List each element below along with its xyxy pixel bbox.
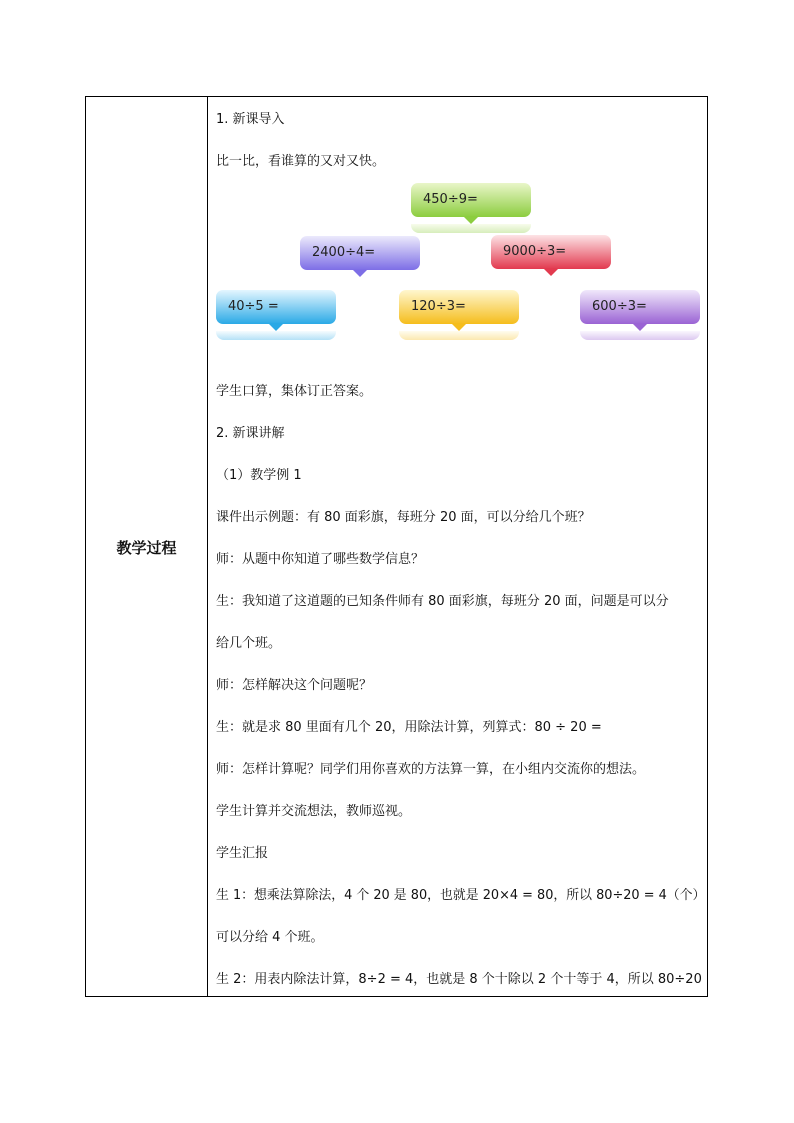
text-line: 师：怎样计算呢？同学们用你喜欢的方法算一算，在小组内交流你的想法。: [216, 762, 646, 777]
bubble-text: 9000÷3=: [503, 244, 567, 259]
text-line: 师：从题中你知道了哪些数学信息？: [216, 552, 425, 567]
text-line: 给几个班。: [216, 636, 282, 651]
bubble-text: 600÷3=: [592, 299, 647, 314]
text-line: 生：就是求 80 里面有几个 20，用除法计算，列算式：80 ÷ 20 =: [216, 720, 602, 735]
bubble-text: 2400÷4=: [312, 245, 376, 260]
bubble-120-div-3: [399, 290, 519, 324]
bubble-reflection: [580, 331, 700, 340]
bubble-reflection: [399, 331, 519, 340]
bubble-40-div-5: [216, 290, 336, 324]
text-line: 生 1：想乘法算除法，4 个 20 是 80，也就是 20×4 = 80，所以 80÷20 = 4（个）: [216, 888, 706, 903]
text-line: 学生计算并交流想法，教师巡视。: [216, 804, 412, 819]
heading-new-lesson: 2. 新课讲解: [216, 426, 285, 441]
text-line: 师：怎样解决这个问题呢？: [216, 678, 373, 693]
section-label: 教学过程: [116, 539, 177, 557]
bubble-450-div-9: [411, 183, 531, 217]
text-line: 生：我知道了这道题的已知条件师有 80 面彩旗，每班分 20 面，问题是可以分: [216, 594, 669, 609]
bubble-reflection: [411, 224, 531, 233]
bubble-text: 40÷5 =: [228, 299, 279, 314]
bubble-text: 120÷3=: [411, 299, 466, 314]
bubble-600-div-3: [580, 290, 700, 324]
text-line: 生 2：用表内除法计算，8÷2 = 4，也就是 8 个十除以 2 个十等于 4，所以 80÷20: [216, 972, 702, 987]
example-heading: （1）教学例 1: [216, 468, 302, 483]
bubble-text: 450÷9=: [423, 192, 478, 207]
text-line: 课件出示例题：有 80 面彩旗，每班分 20 面，可以分给几个班？: [216, 510, 591, 525]
bubble-9000-div-3: [491, 235, 611, 269]
text-line: 学生汇报: [216, 846, 269, 861]
bubble-2400-div-4: [300, 236, 420, 270]
lesson-table: [85, 96, 708, 997]
bubble-reflection: [216, 331, 336, 340]
heading-intro: 1. 新课导入: [216, 112, 285, 127]
intro-text: 比一比，看谁算的又对又快。: [216, 154, 386, 169]
text-line: 学生口算，集体订正答案。: [216, 384, 373, 399]
text-line: 可以分给 4 个班。: [216, 930, 324, 945]
column-divider: [207, 97, 208, 996]
